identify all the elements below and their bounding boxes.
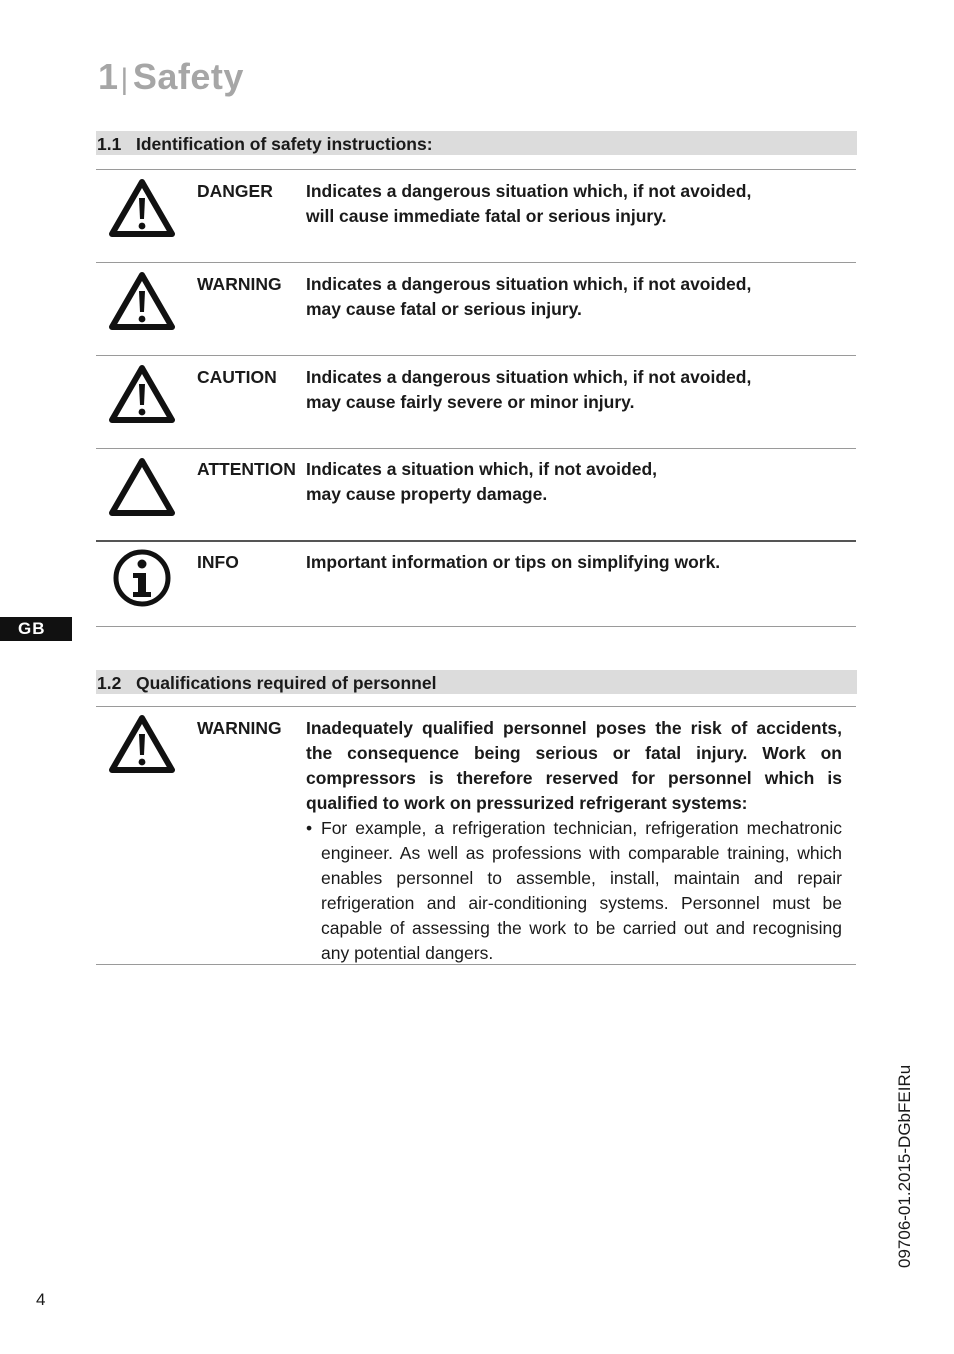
- document-code: 09706-01.2015-DGbFEIRu: [895, 1064, 914, 1268]
- divider: [96, 355, 856, 356]
- section-title: Identification of safety instructions:: [136, 134, 433, 154]
- attention-label: ATTENTION: [197, 459, 296, 479]
- info-description: [306, 550, 842, 575]
- section-number: 1.1: [97, 134, 122, 154]
- chapter-title: Safety: [132, 56, 244, 97]
- attention-description: [306, 457, 842, 507]
- section-title: Qualifications required of personnel: [136, 673, 437, 693]
- warning-triangle-icon: [109, 364, 175, 424]
- divider: [96, 540, 856, 542]
- description-line: Important information or tips on simplifying work.: [306, 552, 721, 572]
- divider: [96, 262, 856, 263]
- caution-description: [306, 365, 842, 415]
- warning-triangle-icon: [109, 178, 175, 238]
- qualification-description: [306, 716, 842, 966]
- info-icon: [109, 548, 175, 608]
- description-line: may cause property damage.: [306, 484, 548, 504]
- language-tab: GB: [0, 617, 72, 641]
- section-number: 1.2: [97, 673, 122, 693]
- page-number: 4: [36, 1290, 46, 1309]
- danger-label: DANGER: [197, 181, 273, 201]
- chapter-number: 1: [98, 56, 119, 97]
- divider: [96, 626, 856, 627]
- description-line: Indicates a dangerous situation which, if not avoided,: [306, 181, 752, 201]
- chapter-separator: |: [120, 63, 129, 96]
- attention-triangle-icon: [109, 457, 175, 517]
- qualification-warning-text: Inadequately qualified personnel poses the risk of accidents, the consequence being serious or fatal injury. Work on compressors is therefore reserved for personnel which is qualified to work on pressurized refrigerant systems:: [306, 718, 842, 813]
- description-line: Indicates a situation which, if not avoided,: [306, 459, 658, 479]
- section-1-1-header: [96, 131, 857, 155]
- description-line: may cause fatal or serious injury.: [306, 299, 582, 319]
- description-line: Indicates a dangerous situation which, if not avoided,: [306, 367, 752, 387]
- description-line: may cause fairly severe or minor injury.: [306, 392, 635, 412]
- divider: [96, 169, 856, 170]
- description-line: Indicates a dangerous situation which, if not avoided,: [306, 274, 752, 294]
- warning-triangle-icon: [109, 714, 175, 774]
- description-line: will cause immediate fatal or serious injury.: [306, 206, 667, 226]
- warning-label: WARNING: [197, 718, 282, 738]
- caution-label: CAUTION: [197, 367, 277, 387]
- qualification-bullet: • For example, a refrigeration technician, refrigeration mechatronic engineer. As well as professions with comparable training, which enables personnel to assemble, install, maintain and repair refrigeration and air-conditioning systems. Personnel must be capable of assessing the work to be carried out and recognising any potential dangers.: [306, 816, 842, 966]
- chapter-heading: [98, 56, 244, 98]
- info-label: INFO: [197, 552, 239, 572]
- danger-description: [306, 179, 842, 229]
- divider: [96, 964, 856, 965]
- divider: [96, 448, 856, 449]
- warning-description: [306, 272, 842, 322]
- section-1-2-header: [96, 670, 857, 694]
- divider: [96, 706, 856, 707]
- warning-triangle-icon: [109, 271, 175, 331]
- warning-label: WARNING: [197, 274, 282, 294]
